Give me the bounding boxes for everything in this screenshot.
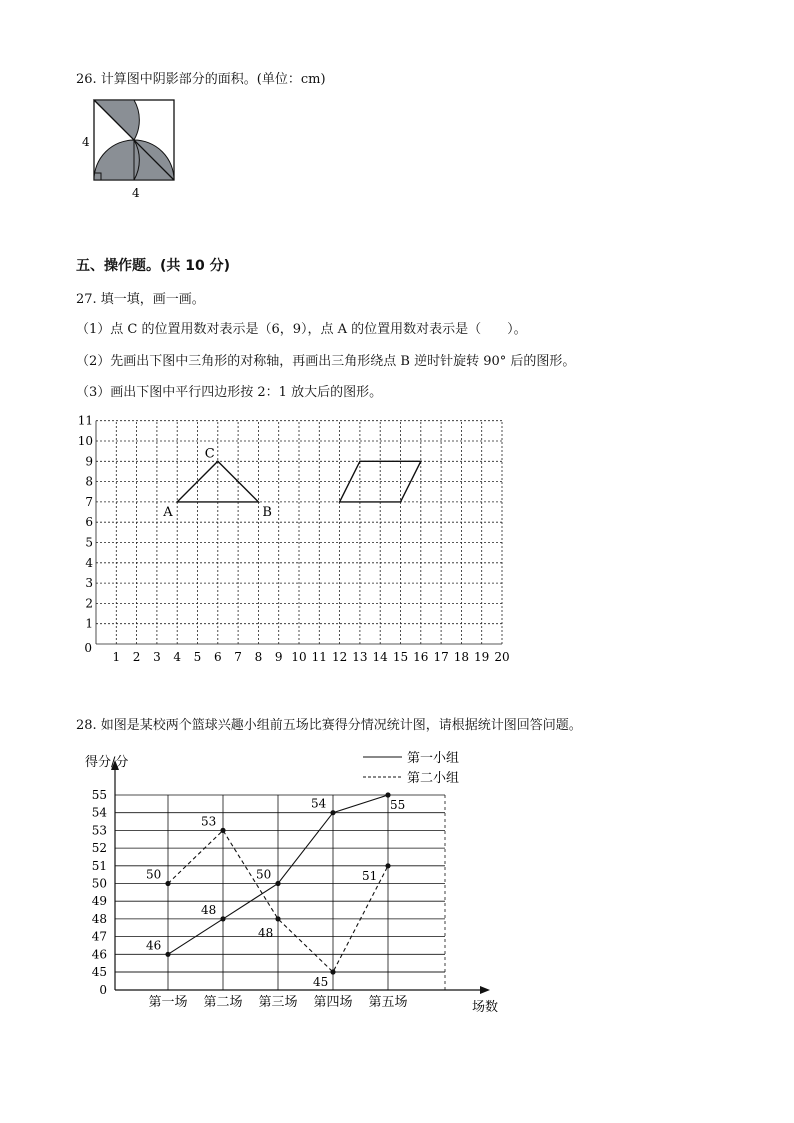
grid-x-tick-label: 16	[413, 650, 429, 664]
data-label: 50	[256, 867, 272, 882]
chart-y-tick-label: 0	[99, 983, 107, 997]
data-point	[385, 863, 390, 868]
chart-y-tick-label: 49	[91, 894, 107, 909]
grid-x-tick-label: 18	[453, 650, 470, 664]
grid-y-tick-label: 8	[85, 474, 93, 489]
data-point	[220, 828, 225, 833]
data-label: 54	[311, 796, 327, 811]
grid-x-tick-label: 12	[331, 650, 348, 664]
grid-y-tick-label: 9	[85, 454, 93, 469]
chart-x-category-label: 第一场	[148, 995, 188, 1010]
chart-x-category-label: 第三场	[258, 995, 298, 1010]
grid-x-tick-label: 15	[392, 650, 409, 664]
chart-y-axis-title: 得分/分	[85, 755, 129, 770]
legend-label: 第一小组	[407, 751, 460, 766]
chart-x-category-label: 第二场	[203, 995, 243, 1010]
grid-x-tick-label: 19	[474, 650, 490, 664]
data-label: 53	[201, 814, 217, 829]
grid-x-tick-label: 11	[311, 650, 327, 664]
data-point	[330, 810, 335, 815]
grid-y-tick-label: 5	[85, 535, 93, 550]
data-label: 50	[146, 867, 162, 882]
chart-y-tick-label: 53	[91, 823, 107, 838]
data-label: 46	[146, 938, 162, 953]
grid-x-tick-label: 4	[173, 650, 182, 664]
chart-y-tick-label: 45	[91, 965, 107, 979]
q27-sub3: （3）画出下图中平行四边形按 2：1 放大后的图形。	[76, 385, 383, 400]
grid-x-tick-label: 10	[291, 650, 307, 664]
grid-x-tick-label: 14	[372, 650, 388, 664]
chart-x-axis-arrow	[480, 986, 490, 994]
q28-line-chart	[70, 740, 520, 1025]
q28-text: 28. 如图是某校两个篮球兴趣小组前五场比赛得分情况统计图，请根据统计图回答问题。	[76, 718, 582, 733]
grid-origin-label: 0	[84, 641, 92, 655]
label-a: A	[163, 504, 173, 520]
data-point	[275, 881, 280, 886]
grid-x-tick-label: 8	[254, 650, 263, 664]
label-bottom-4: 4	[132, 186, 140, 200]
grid-y-tick-label: 7	[85, 494, 93, 509]
grid-x-tick-label: 3	[153, 650, 161, 664]
grid-x-tick-label: 20	[494, 650, 510, 664]
chart-y-tick-label: 47	[91, 929, 107, 944]
data-label: 48	[258, 925, 274, 940]
grid-y-tick-label: 1	[85, 616, 93, 631]
chart-y-tick-label: 52	[91, 841, 107, 856]
grid-x-tick-label: 17	[433, 650, 449, 664]
q26-figure	[76, 96, 186, 206]
label-left-4: 4	[82, 135, 90, 149]
data-point	[165, 881, 170, 886]
data-label: 45	[313, 975, 329, 989]
shaded-lobe-bottom-left	[94, 140, 134, 180]
grid-y-tick-label: 3	[85, 576, 93, 591]
label-c: C	[204, 446, 215, 462]
q27-coordinate-grid	[70, 410, 520, 670]
data-point	[220, 916, 225, 921]
q27-sub2: （2）先画出下图中三角形的对称轴，再画出三角形绕点 B 逆时针旋转 90° 后的图形。	[76, 354, 576, 369]
q27-text: 27. 填一填，画一画。	[76, 292, 205, 307]
grid-y-tick-label: 2	[85, 596, 93, 611]
data-label: 48	[201, 902, 217, 917]
grid-x-tick-label: 13	[352, 650, 368, 664]
section-title: 五、操作题。(共 10 分)	[76, 258, 231, 274]
data-point	[275, 916, 280, 921]
grid-y-tick-label: 10	[77, 434, 93, 448]
chart-x-category-label: 第四场	[313, 995, 353, 1010]
grid-x-tick-label: 5	[193, 650, 202, 664]
chart-y-tick-label: 51	[91, 858, 107, 873]
chart-y-tick-label: 55	[91, 788, 107, 802]
grid-x-tick-label: 1	[112, 650, 121, 664]
grid-x-tick-label: 7	[234, 650, 242, 664]
grid-y-tick-label: 6	[85, 515, 93, 530]
chart-y-tick-label: 54	[91, 805, 107, 820]
label-b: B	[262, 504, 272, 520]
grid-x-tick-label: 6	[213, 650, 222, 664]
data-point	[165, 952, 170, 957]
grid-y-tick-label: 4	[85, 555, 93, 570]
grid-x-tick-label: 9	[274, 650, 283, 664]
chart-y-tick-label: 48	[91, 911, 107, 926]
data-point	[330, 969, 335, 974]
q26-text: 26. 计算图中阴影部分的面积。(单位：cm)	[76, 72, 326, 87]
grid-y-tick-label: 11	[77, 413, 93, 428]
q27-sub1: （1）点 C 的位置用数对表示是（6，9），点 A 的位置用数对表示是（ ）。	[76, 322, 527, 337]
data-point	[385, 792, 390, 797]
legend-label: 第二小组	[407, 771, 460, 786]
data-label: 55	[390, 798, 406, 812]
chart-x-axis-title: 场数	[472, 1000, 499, 1015]
grid-x-tick-label: 2	[132, 650, 141, 664]
data-label: 51	[362, 868, 378, 883]
chart-y-tick-label: 50	[91, 876, 107, 891]
chart-y-tick-label: 46	[91, 947, 107, 962]
chart-x-category-label: 第五场	[368, 995, 408, 1010]
